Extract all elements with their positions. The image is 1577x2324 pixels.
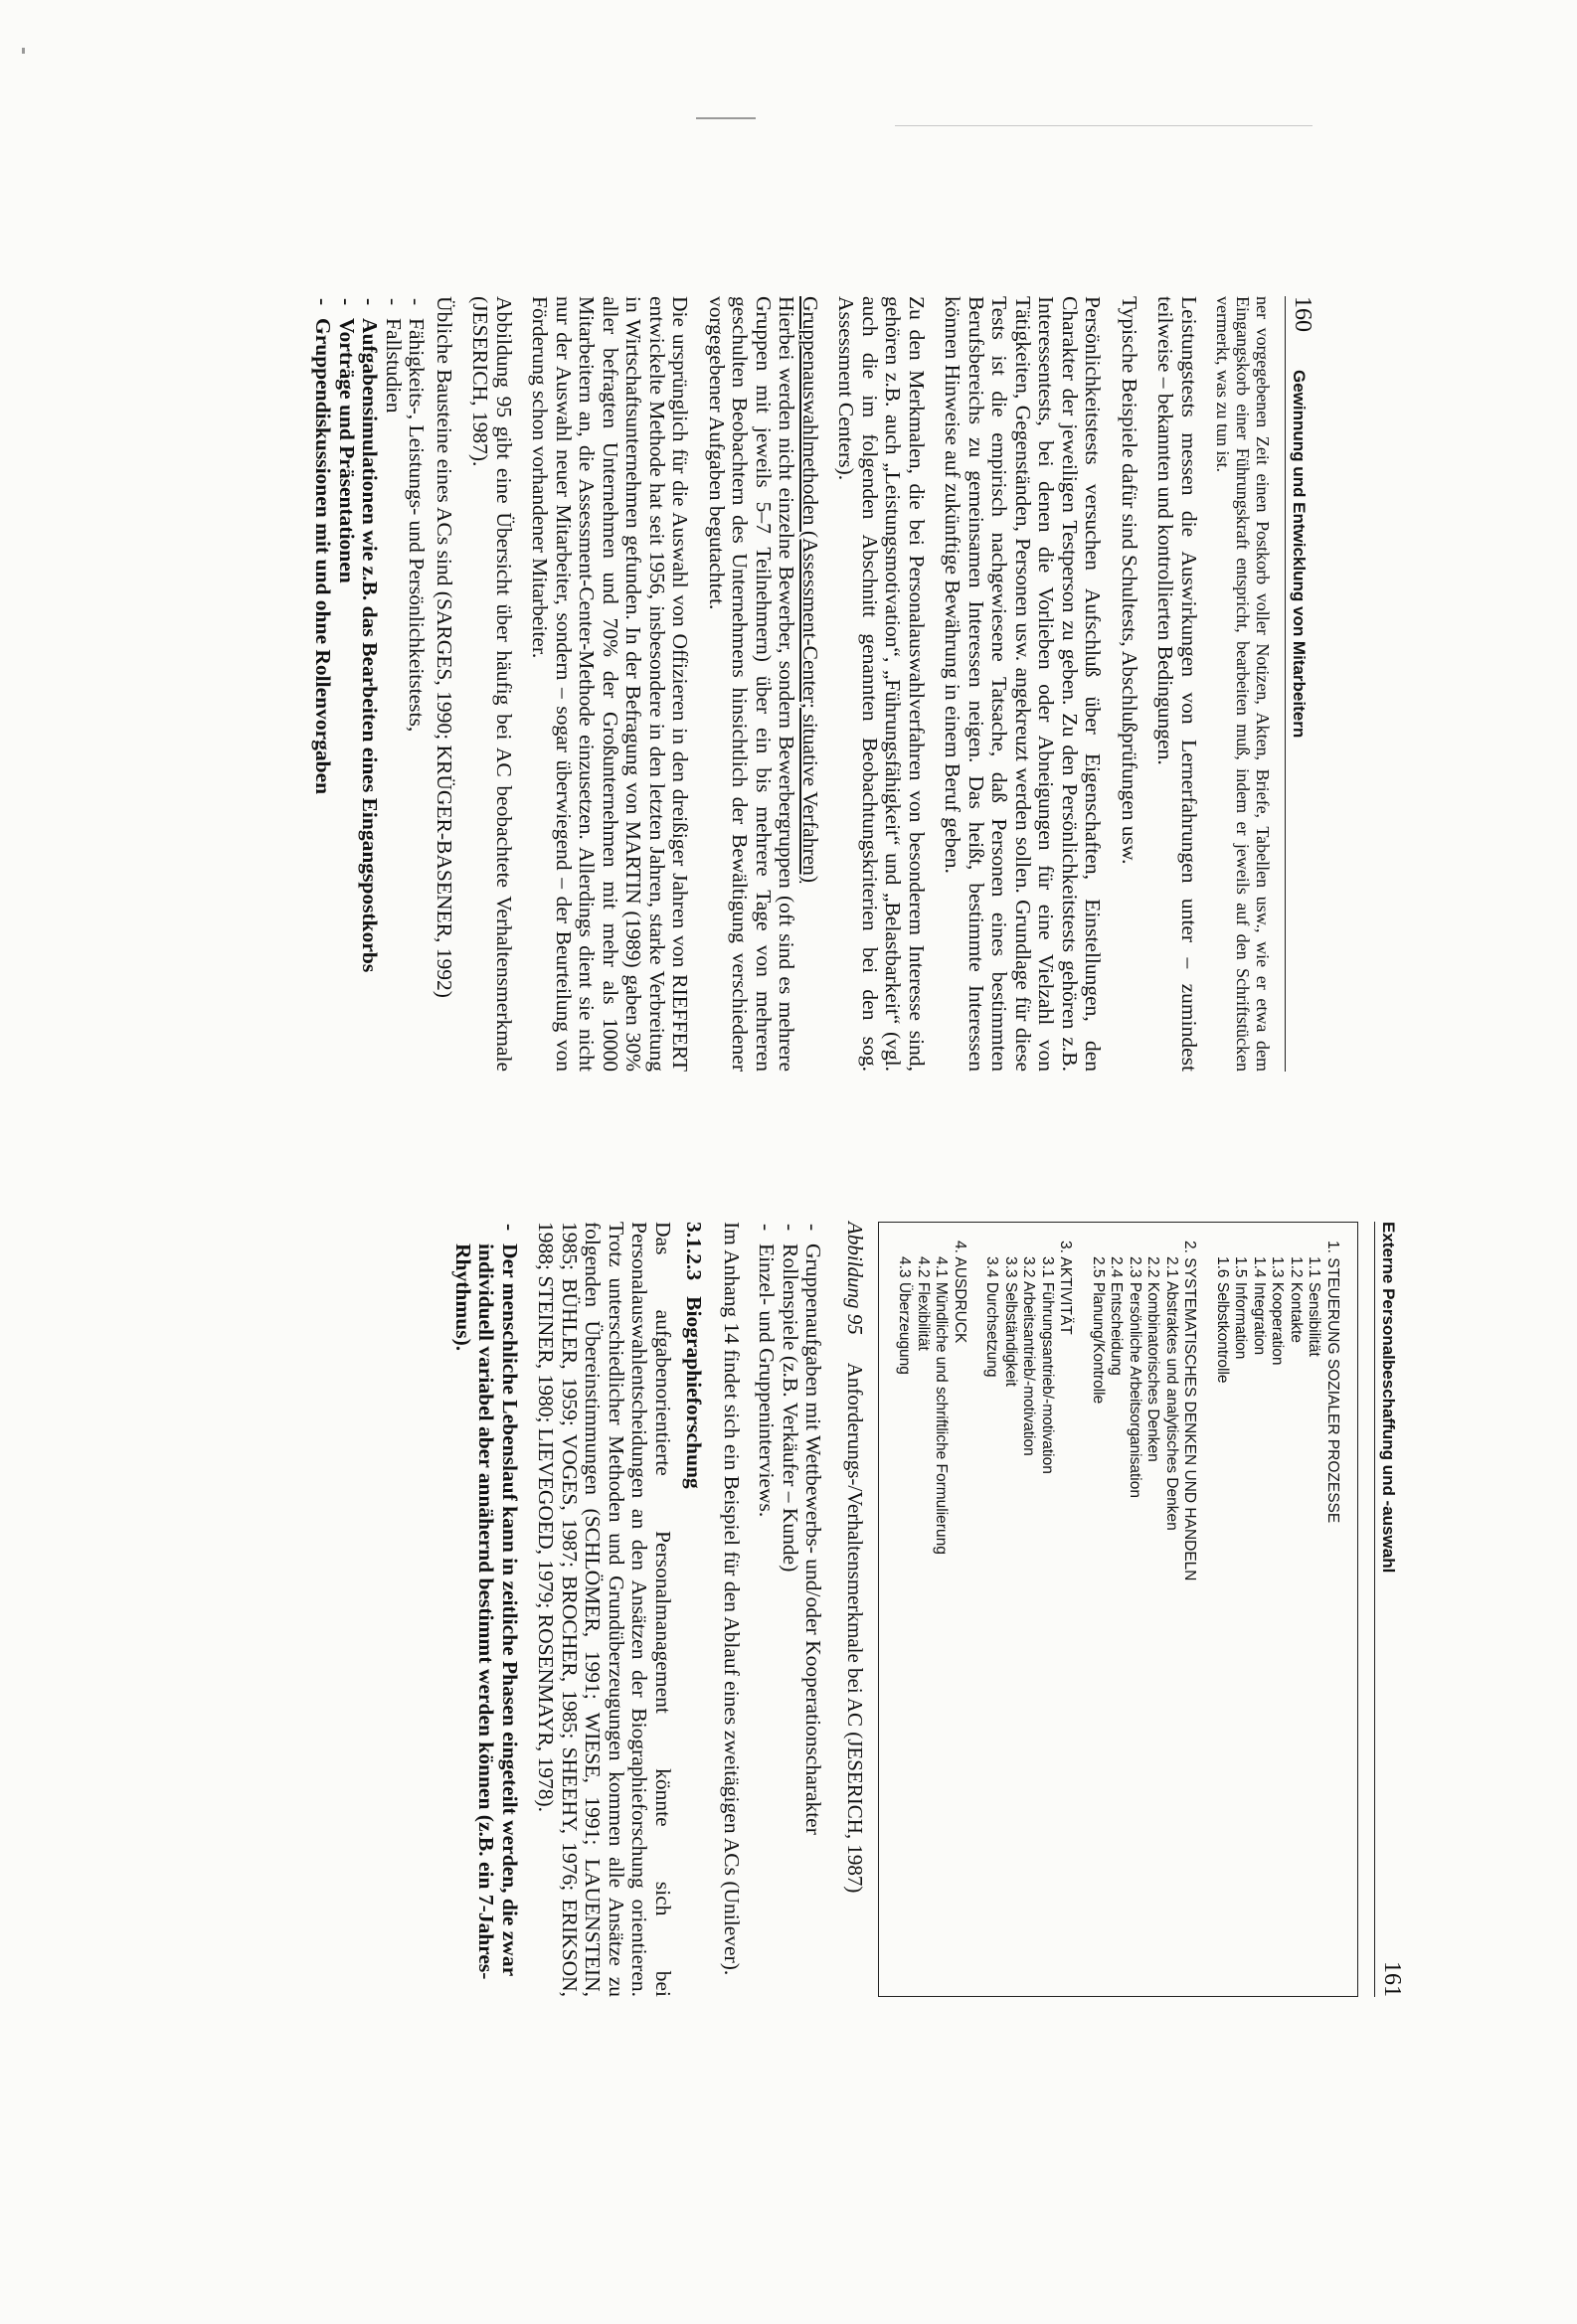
page-161-body [451, 1222, 1359, 1997]
section-title: Biographieforschung [682, 1296, 707, 1489]
section-number: 3.1.2.3 [682, 1222, 707, 1281]
list-item: - Einzel- und Gruppeninterviews. [755, 1222, 779, 1997]
ac-items-list [755, 1222, 825, 1997]
figure-group [1089, 1241, 1199, 1978]
figure-item: 1.3 Kooperation [1269, 1256, 1287, 1366]
list-item: - Rollenspiele (z.B. Verkäufer – Kunde) [779, 1222, 802, 1997]
page-number: 160 [1290, 296, 1315, 332]
figure-item: 3.2 Arbeitsantrieb/-motivation [1020, 1256, 1038, 1456]
figure-item: 2.4 Entscheidung [1108, 1256, 1126, 1376]
figure-group [982, 1241, 1075, 1978]
figure-item: 3.3 Selbständigkeit [1002, 1256, 1019, 1387]
list-item: - Gruppenaufgaben mit Wettbewerbs- und/oder Kooperationscharakter [801, 1222, 825, 1997]
running-header-left [1285, 296, 1318, 1072]
caption-label: Abbildung 95 [843, 1222, 867, 1335]
list-item: - Fähigkeits-, Leistungs- und Persönlichkeitstests, [405, 296, 429, 1072]
figure-item: 1.2 Kontakte [1288, 1256, 1305, 1344]
biographie-list [451, 1222, 522, 1997]
figure-group-title: 3. AKTIVITÄT [1057, 1241, 1075, 1335]
list-item: - Vorträge und Präsentationen [335, 296, 359, 1072]
figure-item: 3.4 Durchsetzung [983, 1256, 1001, 1378]
list-item: - Gruppendiskussionen mit und ohne Rollenvorgaben [311, 296, 335, 1072]
section-heading [682, 1222, 706, 1997]
anhang-paragraph: Im Anhang 14 findet sich ein Beispiel für den Ablauf eines zweitägigen ACs (Unilever). [720, 1222, 744, 1976]
figure-item: 1.6 Selbstkontrolle [1214, 1256, 1231, 1384]
figure-item: 4.2 Flexibilität [915, 1256, 932, 1351]
gruppen-paragraph: Hierbei werden nicht einzelne Bewerber, sondern Bewerbergruppen (oft sind es mehrere Gruppen mit jeweils 5–7 Teilnehmern) über ein bis mehrere Tage von mehreren geschulten Beobachtern des Unternehmens hinsichtlich der Bewältigung verschiedener vorgegebener Aufgaben begutachtet. [705, 296, 799, 1072]
running-header-right [1374, 1222, 1408, 1997]
typische-beispiele-paragraph: Typische Beispiele dafür sind Schultests, Abschlußprüfungen usw. [1118, 296, 1141, 865]
leistungstests-paragraph: Leistungstests messen die Auswirkungen von Lernerfahrungen unter – zumindest teilweise – bekannten und kontrollierten Bedingungen. [1153, 296, 1201, 1072]
figure-item: 3.1 Führungsantrieb/-motivation [1039, 1256, 1056, 1474]
running-head: Gewinnung und Entwicklung von Mitarbeitern [1290, 370, 1309, 739]
figure-group-title: 4. AUSDRUCK [952, 1241, 968, 1344]
list-item: - Der menschliche Lebenslauf kann in zeitliche Phasen eingeteilt werden, die zwar individuell variabel aber annähernd bestimmt werden können (z.B. ein 7-Jahres-Rhythmus). [451, 1222, 522, 1997]
list-item: - Aufgabensimulationen wie z.B. das Bearbeiten eines Eingangspostkorbs [358, 296, 382, 1072]
urspruenglich-paragraph: Die ursprünglich für die Auswahl von Offizieren in den dreißiger Jahren von RIEFFERT entwickelte Methode hat seit 1956, insbesondere in den letzten Jahren, starke Verbreitung in Wirtschaftsunternehmen gefunden. In der Befragung von MARTIN (1989) gaben 30% aller befragten Unternehmen und 70% der Großunternehmen mit mehr als 10000 Mitarbeitern an, die Assessment-Center-Methode einzusetzen. Allerdings dient sie nicht nur der Auswahl neuer Mitarbeiter, sondern – sogar überwiegend – der Beurteilung von Förderung schon vorhandener Mitarbeiter. [528, 296, 693, 1072]
figure-item: 4.3 Überzeugung [896, 1256, 914, 1375]
caption-text: Anforderungs-/Verhaltensmerkmale bei AC (JESERICH, 1987) [843, 1362, 867, 1894]
page-number: 161 [1379, 1961, 1405, 1997]
figure-group [895, 1241, 968, 1978]
figure-group-title: 1. STEUERUNG SOZIALER PROZESSE [1324, 1241, 1341, 1524]
figure-item: 2.2 Kombinatorisches Denken [1144, 1256, 1162, 1462]
figure-group-title: 2. SYSTEMATISCHES DENKEN UND HANDELN [1181, 1241, 1199, 1581]
figure-item: 2.1 Abstraktes und analytisches Denken [1163, 1256, 1180, 1531]
merkmale-paragraph: Zu den Merkmalen, die bei Personalauswahlverfahren von besonderem Interesse sind, gehören z.B. auch „Leistungsmotivation“, „Führungsfähigkeit“ und „Belastbarkeit“ (vgl. auch die im folgenden Abschnitt genannten Beobachtungskriterien bei den sog. Assessment Centers). [834, 296, 929, 1072]
figure-item: 1.1 Sensibilität [1306, 1256, 1323, 1357]
persoenlichkeitstests-paragraph: Persönlichkeitstests versuchen Aufschluß über Eigenschaften, Einstellungen, den Charakter der jeweiligen Testperson zu geben. Zu den Persönlichkeitstests gehören z.B. Interessentests, bei denen die Vorlieben oder Abneigungen für eine Vielzahl von Tätigkeiten, Gegenständen, Personen usw. angekreuzt werden sollen. Grundlage für diese Tests ist die empirisch nachgewiesene Tatsache, daß Personen eines bestimmten Berufsbereichs zu gemeinsamen Interessen neigen. Das heißt, bestimmte Interessen können Hinweise auf zukünftige Bewährung in einem Beruf geben. [941, 296, 1106, 1072]
figure-group [1213, 1241, 1342, 1978]
bausteine-list [311, 296, 429, 1072]
figure-item: 1.5 Information [1232, 1256, 1250, 1360]
figure-item: 2.5 Planung/Kontrolle [1090, 1256, 1107, 1405]
figure-item: 4.1 Mündliche und schriftliche Formulierung [933, 1256, 951, 1555]
page-161 [0, 1162, 1577, 2324]
figure-item: 1.4 Integration [1251, 1256, 1268, 1356]
section-heading: Gruppenauswahlmethoden (Assessment-Center; situative Verfahren) [798, 296, 822, 884]
list-item: - Fallstudien [382, 296, 406, 1072]
figure-95-box [878, 1222, 1358, 1997]
bausteine-paragraph: Übliche Bausteine eines ACs sind (SARGES, 1990; KRÜGER-BASENER, 1992) [433, 296, 456, 998]
figure-item: 2.3 Persönliche Arbeitsorganisation [1127, 1256, 1143, 1498]
running-head: Externe Personalbeschaffung und -auswahl [1379, 1222, 1398, 1574]
abbildung-reference-paragraph: Abbildung 95 gibt eine Übersicht über häufig bei AC beobachtete Verhaltensmerkmale (JESERICH, 1987). [468, 296, 516, 1072]
biographie-paragraph: Das aufgabenorientierte Personalmanagement könnte sich bei Personalauswahlentscheidungen an den Ansätzen der Biographieforschung orientieren. Trotz unterschiedlicher Methoden und Grundüberzeugungen kommen alle Ansätze zu folgenden Übereinstimmungen (SCHLÖMER, 1991; WIESE, 1991; LAUENSTEIN, 1985; BÜHLER, 1959; VOGES, 1987; BROCHER, 1985; SHEEHY, 1976; ERIKSON, 1988; STEINER, 1980; LIEVEGOED, 1979; ROSENMAYR, 1978). [534, 1222, 675, 1997]
intro-paragraph: ner vorgegebenen Zeit einen Postkorb voller Notizen, Akten, Briefe, Tabellen usw., wie er etwa dem Eingangskorb einer Führungskraft entspricht, bearbeiten muß, indem er jeweils auf den Schriftstücken vermerkt, was zu tun ist. [1213, 296, 1273, 1072]
page-160-body [311, 296, 1273, 1072]
figure-caption [843, 1222, 867, 1997]
